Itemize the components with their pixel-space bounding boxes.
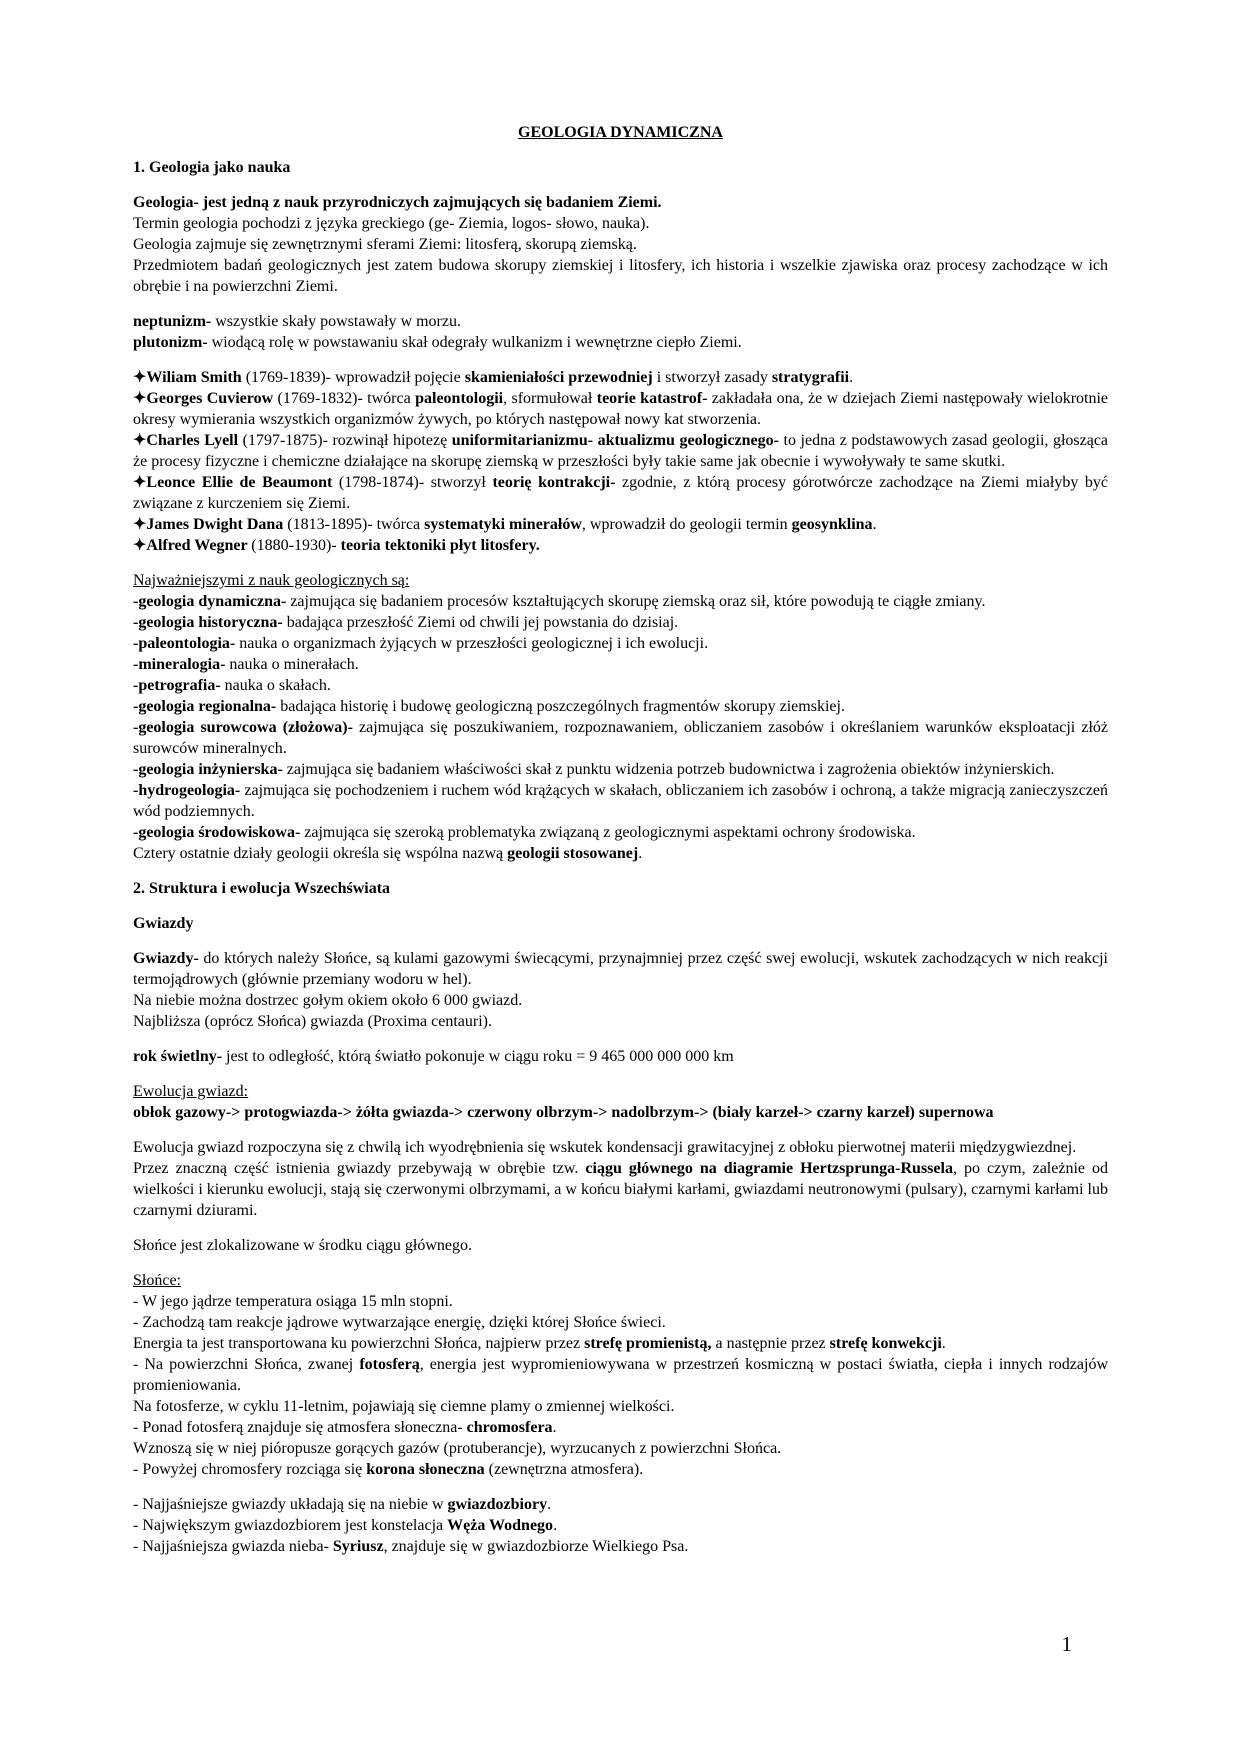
page-number: 1 [1061,1632,1072,1656]
text-run: chromosfera [466,1419,553,1436]
branch-item [133,780,1108,822]
text-run: Energia ta jest transportowana ku powierzchni Słońca, najpierw przez [133,1335,585,1352]
text-run: - Ponad fotosferą znajduje się atmosfera słoneczna- [133,1419,467,1436]
text-run: -paleontologia- [133,635,236,652]
text-run: ✦Alfred Wegner [133,537,252,554]
text-run: zakładała ona, że w dziejach Ziemi następowały wielokrotnie okresy wymierania wszystkich organizmów żywych, po których następował nowy kat stworzenia. [133,390,1109,428]
text-run: nauka o organizmach żyjących w przeszłości geologicznej i ich ewolucji. [235,635,709,652]
text-run: systematyki minerałów [424,516,582,533]
paragraph [133,1011,1108,1032]
constellation-item [133,1536,1108,1557]
text-run: (1769-1839)- wprowadził pojęcie [245,369,465,386]
text-run: geologii stosowanej [507,845,639,862]
text-run: ✦Charles Lyell [133,432,243,449]
sun-item [133,1312,1108,1333]
text-run: - Na powierzchni Słońca, zwanej [133,1356,360,1373]
text-run: Najbliższa (oprócz Słońca) gwiazda (Proxima centauri). [133,1013,492,1030]
text-run: . [849,369,854,386]
text-run: zajmująca się badaniem właściwości skał z punktu widzenia potrzeb budownictwa i zagrożenia obiektów inżynierskich. [282,761,1055,778]
definition-neptunizm [133,311,1108,332]
scientist-item [133,472,1108,514]
text-run: Przedmiotem badań geologicznych jest zatem budowa skorupy ziemskiej i litosfery, ich historia i wszelkie zjawiska oraz procesy zachodzące w ich obrębie i na powierzchni Ziemi. [133,257,1108,295]
text-run: - W jego jądrze temperatura osiąga 15 mln stopni. [133,1293,453,1310]
paragraph [133,255,1108,297]
text-run: , sformułował [503,390,597,407]
branch-item [133,654,1108,675]
text-run: plutonizm- [133,334,208,351]
sun-item [133,1333,1108,1354]
paragraph [133,948,1108,990]
text-run: badająca historię i budowę geologiczną poszczególnych fragmentów skorupy ziemskiej. [276,698,845,715]
scientist-item [133,367,1108,388]
sun-item [133,1459,1108,1480]
scientist-item [133,535,1108,556]
text-run: Geologia- jest jedną z nauk przyrodniczych zajmujących się badaniem Ziemi. [133,194,662,211]
text-run: . [552,1419,557,1436]
text-run: . [638,845,643,862]
text-run: Ewolucja gwiazd: [133,1083,249,1100]
text-run: obłok gazowy-> protogwiazda-> żółta gwiazda-> czerwony olbrzym-> nadolbrzym-> (biały karzeł-> czarny karzeł) supernowa [133,1104,994,1121]
text-run: zajmująca się pochodzeniem i ruchem wód krążących w skałach, obliczaniem ich zasobów i ochroną, a także migracją zanieczyszczeń wód podziemnych. [133,782,1108,820]
text-run: fotosferą [359,1356,420,1373]
text-run: Geologia zajmuje się zewnętrznymi sferami Ziemi: litosferą, skorupą ziemską. [133,236,637,253]
text-run: teorię kontrakcji- [492,474,616,491]
definition-plutonizm [133,332,1108,353]
sub-heading-gwiazdy [133,913,1108,934]
text-run: Cztery ostatnie działy geologii określa się wspólna nazwą [133,845,508,862]
text-run: , po czym, zależnie od wielkości i kierunku ewolucji, stają się czerwonymi olbrzymami, a w końcu białymi karłami, gwiazdami neutronowymi (pulsary), czarnymi karłami lub czarnymi dziurami. [133,1160,1108,1219]
text-run: geosynklina [791,516,873,533]
text-run: , energia jest wypromieniowywana w przestrzeń kosmiczną w postaci światła, ciepła i innych rodzajów promieniowania. [133,1356,1109,1394]
text-run: wiodącą rolę w powstawaniu skał odegrały wulkanizm i wewnętrzne ciepło Ziemi. [207,334,742,351]
branch-item [133,675,1108,696]
text-run: (1769-1832)- twórca [277,390,416,407]
branch-item [133,612,1108,633]
text-run: zajmująca się szeroką problematyka związaną z geologicznymi aspektami ochrony środowiska. [300,824,916,841]
text-run: do których należy Słońce, są kulami gazowymi świecącymi, przynajmniej przez część swej ewolucji, wskutek zachodzących w nich reakcji termojądrowych (głównie przemiany wodoru w hel). [133,950,1108,988]
branch-item [133,633,1108,654]
text-run: (zewnętrzna atmosfera). [484,1461,644,1478]
text-run: (1880-1930)- [251,537,341,554]
text-run: 2. Struktura i ewolucja Wszechświata [133,880,391,897]
branch-item [133,822,1108,843]
text-run: Wznoszą się w niej pióropusze gorących gazów (protuberancje), wyrzucanych z powierzchni Słońca. [133,1440,782,1457]
sun-item [133,1396,1108,1417]
text-run: - Najjaśniejsza gwiazda nieba- [133,1538,333,1555]
text-run: -geologia inżynierska- [133,761,283,778]
text-run: korona słoneczna [366,1461,485,1478]
text-run: - Zachodzą tam reakcje jądrowe wytwarzające energię, dzięki której Słońce świeci. [133,1314,666,1331]
document-content [133,122,1108,1557]
text-run: Ewolucja gwiazd rozpoczyna się z chwilą ich wyodrębnienia się wskutek kondensacji grawitacyjnej z obłoku pierwotnej materii międzygwiezdnej. [133,1139,1077,1156]
text-run: -petrografia- [133,677,221,694]
text-run: . [941,1335,946,1352]
text-run: i stworzył zasady [652,369,772,386]
text-run: GEOLOGIA DYNAMICZNA [518,124,723,141]
text-run: ✦James Dwight Dana [133,516,288,533]
text-run: (1798-1874)- stworzył [338,474,493,491]
text-run: ✦Georges Cuvierow [133,390,278,407]
text-run: strefę konwekcji [829,1335,942,1352]
document-title [133,122,1108,143]
text-run: teorie katastrof- [596,390,708,407]
text-run: skamieniałości przewodniej [464,369,653,386]
text-run: (1797-1875)- rozwinął hipotezę [242,432,452,449]
scientist-item [133,388,1108,430]
branch-item [133,717,1108,759]
text-run: Słońce jest zlokalizowane w środku ciągu głównego. [133,1237,473,1254]
text-run: uniformitarianizmu- aktualizmu geologicznego- [451,432,779,449]
constellation-item [133,1515,1108,1536]
text-run: Przez znaczną część istnienia gwiazdy przebywają w obrębie tzw. [133,1160,586,1177]
branch-item [133,759,1108,780]
section-heading-2 [133,878,1108,899]
text-run: neptunizm- [133,313,212,330]
sun-item [133,1291,1108,1312]
text-run: , wprowadził do geologii termin [581,516,792,533]
text-run: zajmująca się poszukiwaniem, rozpoznawaniem, obliczaniem zasobów i określaniem warunków eksploatacji złóż surowców mineralnych. [133,719,1109,757]
branch-item [133,591,1108,612]
paragraph [133,213,1108,234]
text-run: -geologia regionalna- [133,698,277,715]
text-run: ✦Wiliam Smith [133,369,246,386]
text-run: zgodnie, z którą procesy górotwórcze zachodzące na Ziemi miałyby być związane z kurczeniem się Ziemi. [133,474,1109,512]
paragraph [133,990,1108,1011]
paragraph [133,1158,1108,1221]
text-run: jest to odległość, którą światło pokonuje w ciągu roku = 9 465 000 000 000 km [222,1048,734,1065]
text-run: rok świetlny- [133,1048,223,1065]
text-run: Słońce: [133,1272,181,1289]
text-run: gwiazdozbiory [447,1496,548,1513]
paragraph [133,234,1108,255]
text-run: ✦Leonce Ellie de Beaumont [133,474,339,491]
text-run: -hydrogeologia- [133,782,241,799]
list-heading [133,1270,1108,1291]
paragraph [133,192,1108,213]
list-heading [133,1081,1108,1102]
scientist-item [133,514,1108,535]
text-run: Węża Wodnego [447,1517,554,1534]
text-run: -mineralogia- [133,656,226,673]
branch-item [133,696,1108,717]
text-run: ciągu głównego na diagramie Hertzsprunga-Russela [585,1160,953,1177]
text-run: , znajduje się w gwiazdozbiorze Wielkiego Psa. [383,1538,689,1555]
text-run: -geologia historyczna- [133,614,283,631]
text-run: . [872,516,877,533]
text-run: paleontologii [415,390,504,407]
text-run: . [547,1496,552,1513]
text-run: - Największym gwiazdozbiorem jest konstelacja [133,1517,448,1534]
text-run: zajmująca się badaniem procesów kształtujących skorupę ziemską oraz sił, które powodują te ciągłe zmiany. [286,593,986,610]
text-run: - Powyżej chromosfery rozciąga się [133,1461,367,1478]
definition-rok-swietlny [133,1046,1108,1067]
scientist-item [133,430,1108,472]
text-run: Termin geologia pochodzi z języka greckiego (ge- Ziemia, logos- słowo, nauka). [133,215,650,232]
text-run: a następnie przez [711,1335,830,1352]
text-run: stratygrafii [771,369,850,386]
text-run: nauka o skałach. [220,677,331,694]
star-evolution-chain [133,1102,1108,1123]
text-run: teoria tektoniki płyt litosfery. [340,537,540,554]
paragraph [133,1137,1108,1158]
text-run: Na fotosferze, w cyklu 11-letnim, pojawiają się ciemne plamy o zmiennej wielkości. [133,1398,675,1415]
section-heading-1 [133,157,1108,178]
text-run: Najważniejszymi z nauk geologicznych są: [133,572,410,589]
text-run: -geologia surowcowa (złożowa)- [133,719,353,736]
text-run: Na niebie można dostrzec gołym okiem około 6 000 gwiazd. [133,992,523,1009]
text-run: (1813-1895)- twórca [287,516,425,533]
sun-item [133,1438,1108,1459]
text-run: 1. Geologia jako nauka [133,159,291,176]
sun-item [133,1417,1108,1438]
sun-item [133,1354,1108,1396]
text-run: -geologia dynamiczna- [133,593,287,610]
paragraph [133,1235,1108,1256]
list-heading [133,570,1108,591]
text-run: badająca przeszłość Ziemi od chwili jej powstania do dzisiaj. [282,614,679,631]
text-run: to jedna z podstawowych zasad geologii, głosząca że procesy fizyczne i chemiczne działające na skorupę ziemską w przeszłości były takie same jak obecnie i wywoływały te same skutki. [133,432,1109,470]
text-run: Gwiazdy- [133,950,199,967]
constellation-item [133,1494,1108,1515]
text-run: Syriusz [332,1538,384,1555]
text-run: -geologia środowiskowa- [133,824,301,841]
text-run: . [553,1517,558,1534]
text-run: nauka o minerałach. [225,656,359,673]
text-run: wszystkie skały powstawały w morzu. [211,313,461,330]
text-run: - Najjaśniejsze gwiazdy układają się na niebie w [133,1496,448,1513]
text-run: strefę promienistą, [584,1335,712,1352]
paragraph [133,843,1108,864]
text-run: Gwiazdy [133,915,194,932]
